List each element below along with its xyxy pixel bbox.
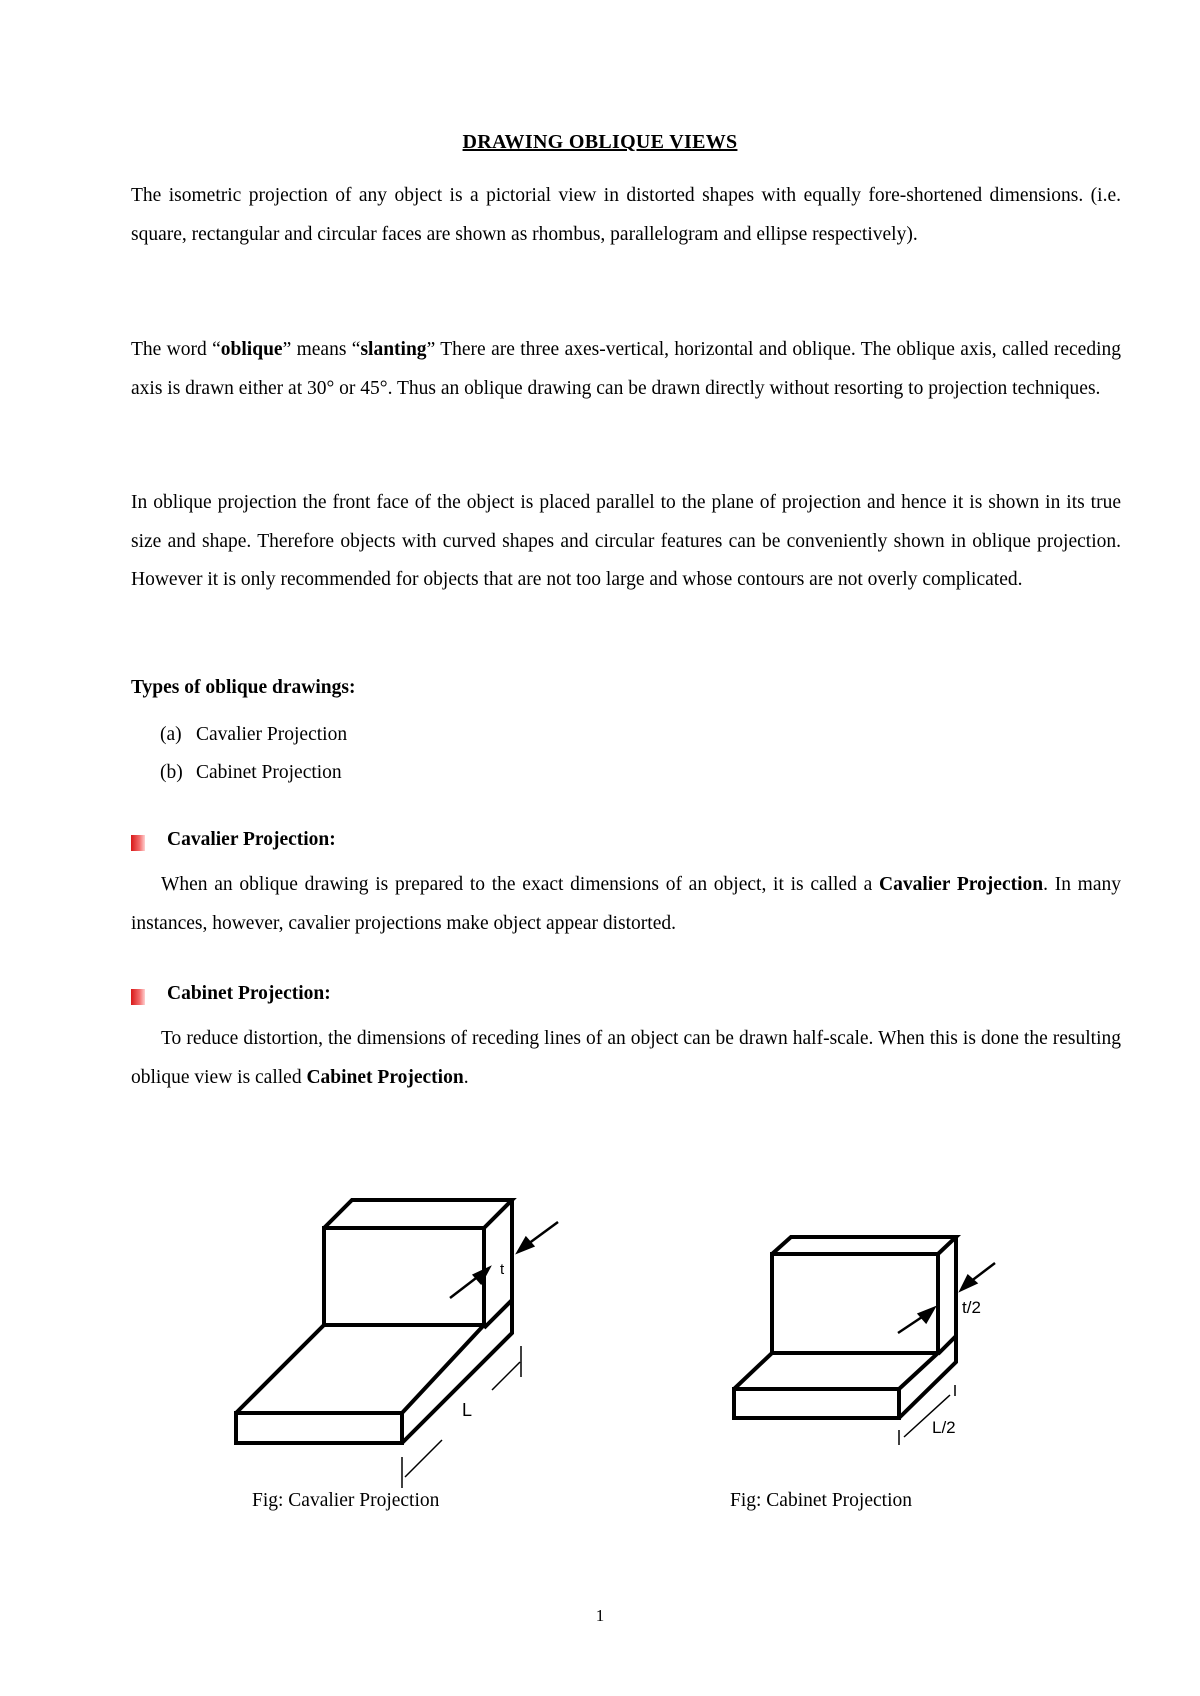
cavalier-dim-line-L [492,1362,520,1390]
types-heading: Types of oblique drawings: [131,677,356,698]
cavalier-thickness-arrows [450,1222,558,1298]
text-run: . In many instances, however, cavalier projections make object appear distorted. [131,874,1121,934]
arrow-icon [474,1268,489,1283]
cavalier-base-side [402,1300,512,1443]
cabinet-base-side [899,1336,956,1418]
figure-caption-cabinet: Fig: Cabinet Projection [730,1490,912,1511]
list-marker: (a) [160,724,182,745]
text-run: When an oblique drawing is prepared to the exact dimensions of an object, it is called a [161,874,879,895]
text-run: . [463,1066,469,1088]
term-cavalier: Cavalier Projection [878,874,1044,895]
cabinet-figure [734,1237,956,1418]
paragraph-oblique-projection: In oblique projection the front face of the object is placed parallel to the plane of projection and hence it is shown in its true size and shape. Therefore objects with curved shapes and circular features can be conveniently shown in oblique projection. However it is only recommended for objects that are not too large and whose contours are not overly complicated. [131,492,1121,590]
cabinet-heading: Cabinet Projection: [167,983,331,1004]
arrow-icon [518,1238,533,1252]
cavalier-upright-side [484,1200,512,1328]
arrow-shaft [528,1222,558,1244]
cabinet-upright-front [772,1254,938,1353]
cavalier-label-L: L [462,1400,473,1420]
cabinet-upright-top [772,1237,956,1254]
paragraph-isometric: The isometric projection of any object is a pictorial view in distorted shapes with equally fore-shortened dimensions. (i.e. square, rectangular and circular faces are shown as rhombus, parallelogram and ellipse respectively). [131,185,1121,245]
term-oblique: oblique [220,339,283,360]
list-item-label: Cabinet Projection [196,762,342,783]
cabinet-upright-side [938,1237,956,1354]
cabinet-base-front [734,1389,899,1418]
cavalier-upright-top [324,1200,512,1228]
cabinet-base-top [734,1353,938,1389]
text-run: The word “ [131,339,221,360]
term-slanting: slanting [360,339,427,360]
figure-caption-cavalier: Fig: Cavalier Projection [252,1490,440,1511]
arrow-shaft [970,1263,995,1282]
text-run: ” There are three axes-vertical, horizontal and oblique. The oblique axis, called receding axis is drawn either at 30° or 45°. Thus an oblique drawing can be drawn directly without resorting to projection techniques. [131,339,1121,399]
term-cabinet: Cabinet Projection [306,1066,464,1088]
cabinet-label-L: L/2 [932,1418,956,1437]
cavalier-base-front [236,1413,402,1443]
page-number: 1 [595,1606,605,1625]
text-run: ” means “ [282,339,361,360]
cabinet-label-t: t/2 [962,1298,981,1317]
cavalier-label-t: t [500,1261,505,1278]
page-title: DRAWING OBLIQUE VIEWS [462,131,738,153]
cavalier-dim-line-L [405,1440,442,1477]
list-item-label: Cavalier Projection [196,724,348,745]
text-run: To reduce distortion, the dimensions of receding lines of an object can be drawn half-scale. When this is done the resulting oblique view is called [131,1028,1121,1088]
arrow-icon [919,1308,934,1322]
list-marker: (b) [160,762,183,783]
cavalier-upright-front [324,1228,484,1325]
cavalier-heading: Cavalier Projection: [167,829,336,850]
